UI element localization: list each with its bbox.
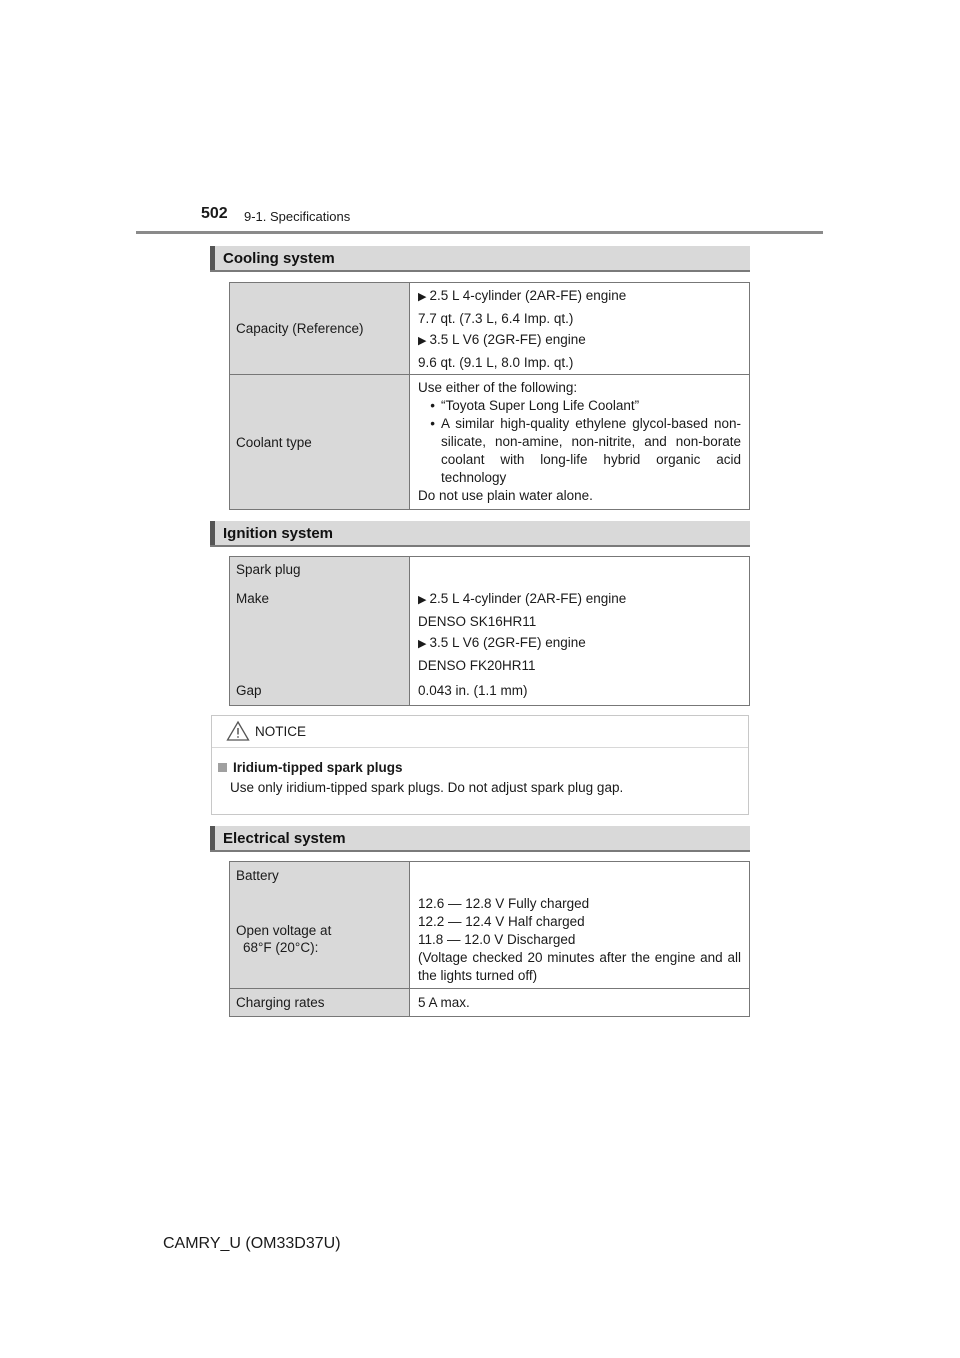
table-row bbox=[230, 283, 750, 375]
ignition-system-table bbox=[229, 556, 750, 706]
charging-rates-value: 5 A max. bbox=[410, 989, 750, 1017]
list-item bbox=[418, 415, 741, 487]
battery-label: Battery bbox=[236, 868, 279, 883]
cooling-system-heading bbox=[210, 246, 750, 272]
triangle-icon: ▶ bbox=[418, 638, 427, 650]
battery-labels bbox=[230, 862, 410, 989]
coolant-intro: Use either of the following: bbox=[418, 380, 578, 395]
charging-rates-label: Charging rates bbox=[230, 989, 410, 1017]
table-row bbox=[230, 989, 750, 1017]
list-item bbox=[418, 397, 741, 415]
spark-plug-label: Spark plug bbox=[236, 562, 301, 577]
triangle-icon: ▶ bbox=[418, 290, 427, 303]
open-voltage-temp: 68°F (20°C): bbox=[243, 940, 319, 955]
gap-value: 0.043 in. (1.1 mm) bbox=[418, 683, 528, 698]
warning-triangle-icon bbox=[226, 720, 250, 747]
battery-values bbox=[410, 862, 750, 989]
footer-code: CAMRY_U (OM33D37U) bbox=[163, 1235, 341, 1252]
open-voltage-label: Open voltage at bbox=[236, 923, 332, 938]
bullet-icon: • bbox=[430, 398, 435, 413]
make-2ar-fe: DENSO SK16HR11 bbox=[418, 614, 537, 629]
cooling-system-title: Cooling system bbox=[223, 250, 335, 267]
coolant-type-value bbox=[410, 375, 750, 510]
coolant-type-label: Coolant type bbox=[230, 375, 410, 510]
heading-accent bbox=[210, 826, 215, 850]
voltage-note: (Voltage checked 20 minutes after the engine and all the lights turned off) bbox=[418, 950, 741, 983]
engine-2gr-fe: 3.5 L V6 (2GR-FE) engine bbox=[429, 331, 586, 347]
electrical-system-title: Electrical system bbox=[223, 830, 346, 847]
square-bullet-icon bbox=[218, 763, 227, 772]
capacity-label: Capacity (Reference) bbox=[230, 283, 410, 375]
table-row bbox=[230, 375, 750, 510]
coolant-option-2: A similar high-quality ethylene glycol-based non-silicate, non-amine, non-nitrite, and non-borate coolant with long-life hybrid organic acid technology bbox=[441, 416, 741, 485]
heading-accent bbox=[210, 246, 215, 270]
engine-2ar-fe: 2.5 L 4-cylinder (2AR-FE) engine bbox=[429, 591, 627, 606]
engine-2gr-fe: 3.5 L V6 (2GR-FE) engine bbox=[429, 635, 586, 650]
section-reference: 9-1. Specifications bbox=[244, 209, 351, 224]
capacity-2ar-fe: 7.7 qt. (7.3 L, 6.4 Imp. qt.) bbox=[418, 310, 574, 326]
cooling-system-table bbox=[229, 282, 750, 510]
notice-item-title-text: Iridium-tipped spark plugs bbox=[233, 760, 403, 775]
notice-item-title bbox=[218, 760, 403, 775]
notice-label: NOTICE bbox=[255, 724, 307, 739]
coolant-warning: Do not use plain water alone. bbox=[418, 488, 593, 503]
header-rule bbox=[136, 231, 823, 234]
spark-plug-labels bbox=[230, 557, 410, 706]
ignition-system-heading bbox=[210, 521, 750, 547]
make-2gr-fe: DENSO FK20HR11 bbox=[418, 658, 536, 673]
capacity-2gr-fe: 9.6 qt. (9.1 L, 8.0 Imp. qt.) bbox=[418, 354, 574, 370]
triangle-icon: ▶ bbox=[418, 334, 427, 347]
engine-2ar-fe: 2.5 L 4-cylinder (2AR-FE) engine bbox=[429, 287, 627, 303]
voltage-half-charged: 12.2 — 12.4 V Half charged bbox=[418, 914, 585, 929]
electrical-system-table bbox=[229, 861, 750, 1017]
notice-box bbox=[211, 715, 749, 815]
spark-plug-values bbox=[410, 557, 750, 706]
ignition-system-title: Ignition system bbox=[223, 525, 334, 542]
make-label: Make bbox=[236, 591, 270, 606]
table-row bbox=[230, 557, 750, 706]
electrical-system-heading bbox=[210, 826, 750, 852]
triangle-icon: ▶ bbox=[418, 594, 427, 606]
table-row bbox=[230, 862, 750, 989]
capacity-value bbox=[410, 283, 750, 375]
coolant-option-1: “Toyota Super Long Life Coolant” bbox=[441, 398, 640, 413]
gap-label: Gap bbox=[236, 683, 262, 698]
voltage-discharged: 11.8 — 12.0 V Discharged bbox=[418, 932, 576, 947]
bullet-icon: • bbox=[430, 416, 435, 431]
page-number: 502 bbox=[201, 205, 228, 222]
notice-header bbox=[212, 716, 748, 748]
voltage-fully-charged: 12.6 — 12.8 V Fully charged bbox=[418, 896, 590, 911]
heading-accent bbox=[210, 521, 215, 545]
notice-item-text: Use only iridium-tipped spark plugs. Do not adjust spark plug gap. bbox=[230, 780, 624, 795]
